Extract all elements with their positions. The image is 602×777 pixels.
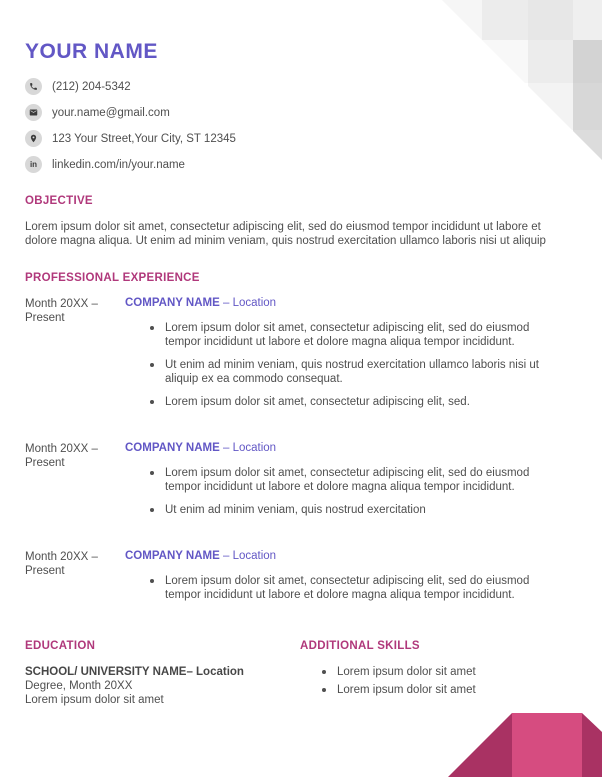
experience-entry (25, 550, 575, 611)
experience-bullet: Lorem ipsum dolor sit amet, consectetur adipiscing elit, sed. (148, 395, 543, 409)
company-name: COMPANY NAME (125, 442, 220, 454)
company-name-line (125, 550, 575, 562)
company-name-line (125, 442, 575, 454)
education-note: Lorem ipsum dolor sit amet (25, 694, 164, 706)
experience-date: Month 20XX – Present (25, 551, 98, 577)
education-section (25, 640, 300, 707)
education-heading: EDUCATION (25, 640, 96, 652)
company-location: – Location (219, 442, 277, 454)
experience-date: Month 20XX – Present (25, 298, 98, 324)
experience-bullet: Ut enim ad minim veniam, quis nostrud exercitation ullamco laboris nisi ut aliquip ex ea commodo consequat. (148, 358, 543, 386)
experience-section (25, 272, 575, 611)
location-icon (25, 130, 42, 147)
page-title: YOUR NAME (25, 40, 158, 63)
objective-text: Lorem ipsum dolor sit amet, consectetur adipiscing elit, sed do eiusmod tempor incididunt ut labore et dolore magna aliqua. Ut enim ad minim veniam, quis nostrud exercitation ullamco laboris nisi ut aliquip (25, 221, 546, 247)
phone-icon (25, 78, 42, 95)
experience-date: Month 20XX – Present (25, 443, 98, 469)
skill-item: Lorem ipsum dolor sit amet (320, 665, 575, 679)
experience-bullet: Lorem ipsum dolor sit amet, consectetur adipiscing elit, sed do eiusmod tempor incididunt ut labore et dolore magna aliqua tempor incididunt. (148, 466, 543, 494)
contact-phone-text: (212) 204-5342 (52, 80, 131, 93)
skills-section (300, 640, 575, 707)
education-degree: Degree, Month 20XX (25, 680, 133, 692)
experience-bullet: Lorem ipsum dolor sit amet, consectetur adipiscing elit, sed do eiusmod tempor incididunt ut labore et dolore magna aliqua tempor incididunt. (148, 321, 543, 349)
contact-address-text: 123 Your Street,Your City, ST 12345 (52, 132, 236, 145)
experience-bullet-list (148, 574, 575, 602)
experience-bullet-list (148, 321, 575, 409)
contact-email-text: your.name@gmail.com (52, 106, 170, 119)
skills-heading: ADDITIONAL SKILLS (300, 640, 420, 652)
experience-heading: PROFESSIONAL EXPERIENCE (25, 272, 200, 284)
experience-entry (25, 442, 575, 526)
experience-bullet-list (148, 466, 575, 517)
contact-linkedin-text: linkedin.com/in/your.name (52, 158, 185, 171)
company-name-line (125, 297, 575, 309)
company-name: COMPANY NAME (125, 297, 220, 309)
bottom-columns (25, 640, 575, 707)
skills-list (320, 665, 575, 697)
company-location: – Location (219, 297, 277, 309)
objective-section (25, 195, 575, 248)
linkedin-icon: in (25, 156, 42, 173)
experience-bullet: Lorem ipsum dolor sit amet, consectetur adipiscing elit, sed do eiusmod tempor incididunt ut labore et dolore magna aliqua tempor incididunt. (148, 574, 543, 602)
corner-ribbon-decoration (442, 713, 602, 777)
company-name: COMPANY NAME (125, 550, 220, 562)
objective-heading: OBJECTIVE (25, 195, 93, 207)
email-icon (25, 104, 42, 121)
experience-bullet: Ut enim ad minim veniam, quis nostrud exercitation (148, 503, 543, 517)
experience-entry (25, 297, 575, 418)
skill-item: Lorem ipsum dolor sit amet (320, 683, 575, 697)
corner-mosaic-decoration (442, 0, 602, 160)
company-location: – Location (219, 550, 277, 562)
education-school: SCHOOL/ UNIVERSITY NAME– Location (25, 666, 244, 678)
